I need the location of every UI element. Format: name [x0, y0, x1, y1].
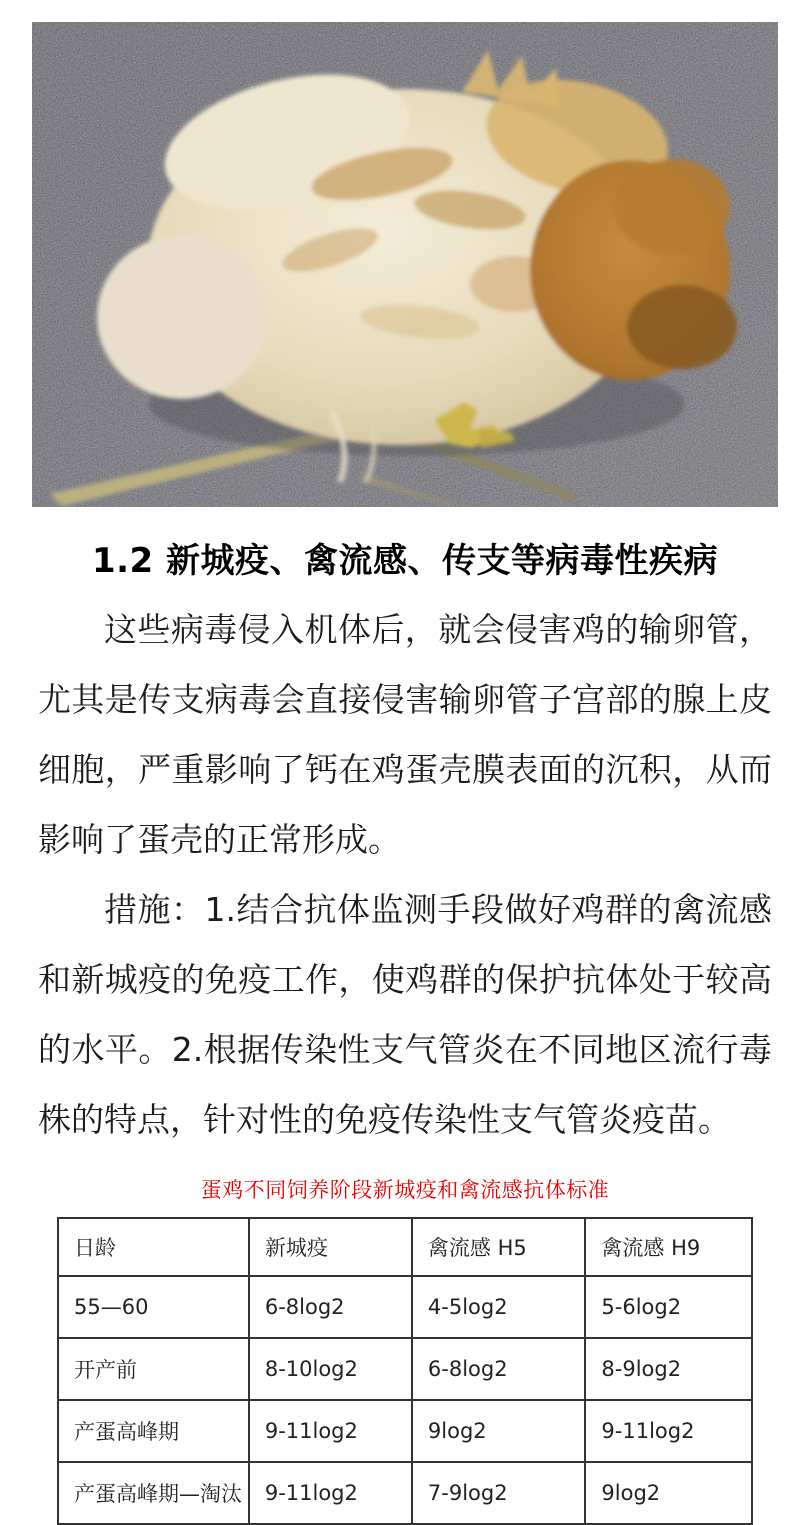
- cell-flu-h5: 6-8log2: [412, 1338, 586, 1400]
- cell-flu-h9: 9log2: [585, 1462, 752, 1524]
- cell-stage: 55—60: [58, 1276, 249, 1338]
- cell-flu-h5: 4-5log2: [412, 1276, 586, 1338]
- table-title: 蛋鸡不同饲养阶段新城疫和禽流感抗体标准: [200, 1178, 610, 1202]
- cell-newcastle: 6-8log2: [249, 1276, 412, 1338]
- cell-newcastle: 8-10log2: [249, 1338, 412, 1400]
- cell-flu-h9: 9-11log2: [585, 1400, 752, 1462]
- table-row: [58, 1338, 752, 1400]
- cell-flu-h9: 8-9log2: [585, 1338, 752, 1400]
- antibody-standard-table: [57, 1217, 753, 1525]
- paragraph-measures: 措施：1.结合抗体监测手段做好鸡群的禽流感和新城疫的免疫工作，使鸡群的保护抗体处于较高的水平。2.根据传染性支气管炎在不同地区流行毒株的特点，针对性的免疫传染性支气管炎疫苗。: [38, 890, 772, 1139]
- cell-stage: 产蛋高峰期: [58, 1400, 249, 1462]
- sick-chicken-photo: [32, 22, 778, 507]
- cell-flu-h5: 9log2: [412, 1400, 586, 1462]
- col-header-day-age: 日龄: [58, 1218, 249, 1276]
- cell-newcastle: 9-11log2: [249, 1462, 412, 1524]
- section-heading: 1.2 新城疫、禽流感、传支等病毒性疾病: [91, 541, 719, 581]
- cell-stage: 产蛋高峰期—淘汰: [58, 1462, 249, 1524]
- cell-flu-h5: 7-9log2: [412, 1462, 586, 1524]
- col-header-newcastle: 新城疫: [249, 1218, 412, 1276]
- sick-chicken-illustration: [32, 22, 778, 507]
- cell-stage: 开产前: [58, 1338, 249, 1400]
- col-header-flu-h9: 禽流感 H9: [585, 1218, 752, 1276]
- col-header-flu-h5: 禽流感 H5: [412, 1218, 586, 1276]
- table-header-row: [58, 1218, 752, 1276]
- cell-flu-h9: 5-6log2: [585, 1276, 752, 1338]
- table-row: [58, 1462, 752, 1524]
- paragraph-virus-damage: 这些病毒侵入机体后，就会侵害鸡的输卵管，尤其是传支病毒会直接侵害输卵管子宫部的腺上皮细胞，严重影响了钙在鸡蛋壳膜表面的沉积，从而影响了蛋壳的正常形成。: [38, 610, 772, 859]
- table-row: [58, 1400, 752, 1462]
- cell-newcastle: 9-11log2: [249, 1400, 412, 1462]
- table-row: [58, 1276, 752, 1338]
